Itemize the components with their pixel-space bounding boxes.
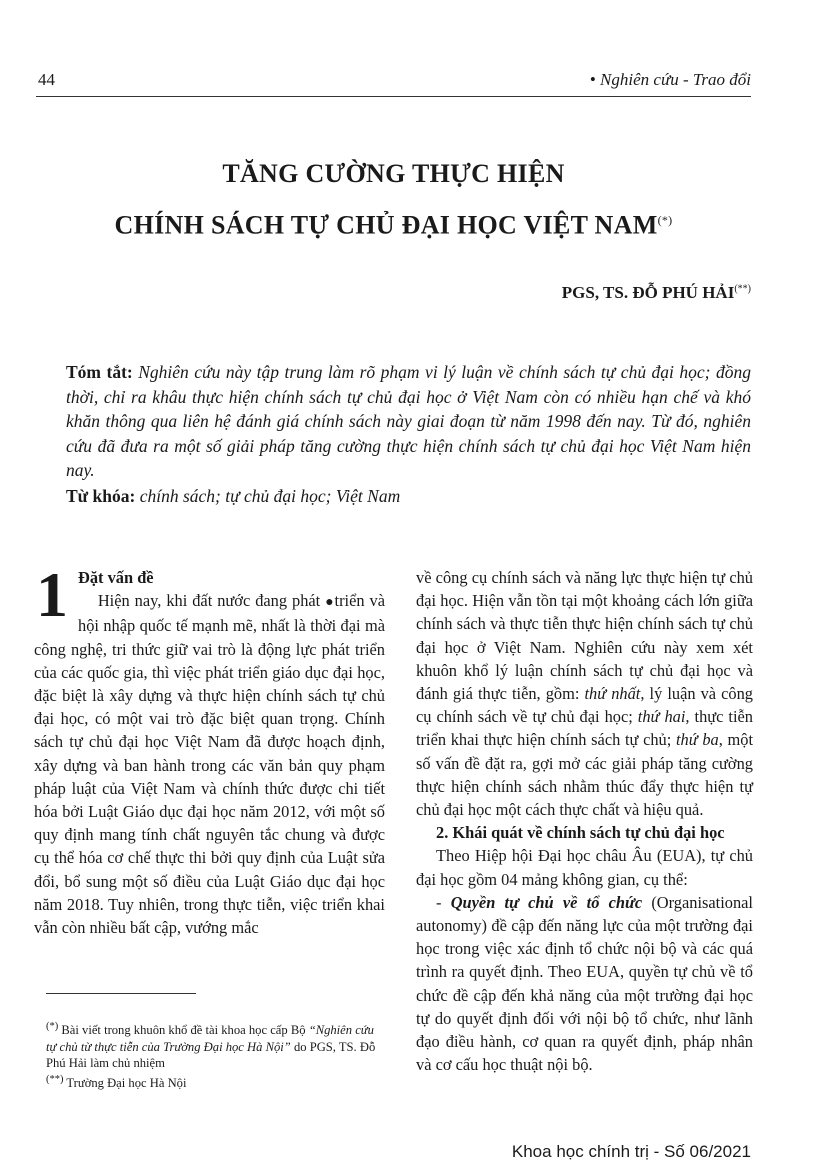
footnotes bbox=[46, 1019, 386, 1091]
keywords bbox=[66, 484, 751, 509]
journal-footer: Khoa học chính trị - Số 06/2021 bbox=[511, 1142, 751, 1161]
footnote-2-mark: (**) bbox=[46, 1073, 64, 1085]
column-right bbox=[416, 566, 753, 1076]
footnote-1-text-b: do PGS, TS. Đỗ Phú Hải làm chủ nhiệm bbox=[46, 1039, 376, 1071]
item-dash: - bbox=[436, 892, 451, 912]
continued-text-d: , một số vấn đề đặt ra, gợi mở các giải pháp tăng cường thực hiện chính sách nhằm thúc đẩy thực hiện tự chủ đại học một cách thực chất và hiệu quả. bbox=[416, 730, 754, 820]
header-rule bbox=[36, 96, 751, 97]
abstract-paragraph bbox=[66, 360, 751, 483]
enum-second: thứ hai, bbox=[637, 707, 690, 727]
continued-paragraph bbox=[416, 566, 753, 821]
running-head bbox=[590, 70, 751, 90]
continued-text-c: thực tiễn triển khai thực hiện chính sách tự chủ; bbox=[416, 707, 753, 750]
enum-third: thứ ba bbox=[675, 730, 719, 750]
section-2-item bbox=[416, 891, 753, 1077]
page-number: 44 bbox=[38, 70, 55, 89]
item-term: Quyền tự chủ về tổ chức bbox=[450, 892, 643, 912]
drop-cap: 1 bbox=[36, 559, 68, 630]
running-head-text: Nghiên cứu - Trao đổi bbox=[600, 70, 751, 89]
footnote-1-title: “Nghiên cứu tự chủ từ thực tiễn của Trường Đại học Hà Nội” bbox=[46, 1023, 374, 1054]
section-1-paragraph bbox=[34, 589, 385, 939]
section-1-text: triển và hội nhập quốc tế mạnh mẽ, nhất là thời đại mà công nghệ, tri thức giữ vai trò là động lực phát triển của các quốc gia, thì việc phát triển giáo dục đại học, đặc biệt là xây dựng và thực hiện chính sách tự chủ đại học, có một vai trò đặc biệt quan trọng. Chính sách tự chủ đại học Việt Nam đã được hoạch định, xây dựng và ban hành trong các văn bản quy phạm pháp luật của Việt Nam và chính thức được chi tiết hóa bởi Luật Giáo dục đại học năm 2012, với một số quy định mang tính chất nguyên tắc chung và được cụ thể hóa cơ chế thực thi bởi quy định của Luật sửa đổi, bổ sung một số điều của Luật Giáo dục đại học năm 2018. Tuy nhiên, trong thực tiễn, việc triển khai vẫn còn nhiều bất cập, vướng mắc bbox=[34, 591, 385, 938]
section-2-paragraph: Theo Hiệp hội Đại học châu Âu (EUA), tự chủ đại học gồm 04 mảng không gian, cụ thể: bbox=[416, 846, 753, 889]
title-note-mark: (*) bbox=[657, 213, 673, 227]
abstract-label: Tóm tắt: bbox=[66, 362, 133, 382]
keywords-label: Từ khóa: bbox=[66, 485, 136, 506]
keywords-text: chính sách; tự chủ đại học; Việt Nam bbox=[139, 485, 401, 506]
continued-text-b: , lý luận và công cụ chính sách về tự chủ đại học; bbox=[416, 684, 753, 727]
title-line-2-text: CHÍNH SÁCH TỰ CHỦ ĐẠI HỌC VIỆT NAM bbox=[114, 210, 658, 240]
section-1-heading: Đặt vấn đề bbox=[78, 568, 154, 587]
title-line-1: TĂNG CƯỜNG THỰC HIỆN bbox=[222, 159, 565, 188]
item-text: (Organisational autonomy) đề cập đến năng lực của một trường đại học trong việc xác định tổ chức nội bộ và các quá trình ra quyết định. Theo EUA, quyền tự chủ về tổ chức đề cập đến khả năng của một trường đại học tự do quyết định đối với nội bộ tổ chức, như lãnh đạo điều hành, cơ quan ra quyết định, pháp nhân và cơ cấu học thuật nội bộ. bbox=[416, 892, 753, 1075]
footnote-1-mark: (*) bbox=[46, 1021, 59, 1032]
footnote-1-text-a: Bài viết trong khuôn khổ đề tài khoa học cấp Bộ bbox=[58, 1023, 309, 1038]
author-line bbox=[562, 283, 751, 303]
running-head-bullet: • bbox=[589, 70, 596, 89]
article-title bbox=[36, 150, 751, 249]
section-1-start: Hiện nay, khi đất nước đang phát bbox=[97, 591, 326, 611]
abstract-text: Nghiên cứu này tập trung làm rõ phạm vi lý luận về chính sách tự chủ đại học; đồng thời, chỉ ra khâu thực hiện chính sách tự chủ đại học ở Việt Nam còn có nhiều hạn chế và khó khăn thông qua liên hệ đánh giá chính sách này giai đoạn từ năm 1998 đến nay. Từ đó, nghiên cứu đã đưa ra một số giải pháp tăng cường thực hiện chính sách tự chủ đại học Việt Nam hiện nay. bbox=[66, 362, 752, 480]
author-name: PGS, TS. ĐỖ PHÚ HẢI bbox=[561, 283, 735, 302]
column-left bbox=[34, 559, 385, 939]
footnote-2 bbox=[46, 1072, 386, 1092]
dot-icon: ● bbox=[325, 595, 335, 611]
enum-first: thứ nhất bbox=[584, 684, 641, 704]
footnote-2-text: Trường Đại học Hà Nội bbox=[63, 1075, 187, 1090]
footnote-rule bbox=[46, 993, 196, 994]
continued-text-a: về công cụ chính sách và năng lực thực hiện tự chủ đại học. Hiện vẫn tồn tại một khoảng cách lớn giữa chính sách và thực tiễn thực hiện chính sách tự chủ đại học ở Việt Nam. Nghiên cứu này xem xét khuôn khổ lý luận chính sách tự chủ đại học và đánh giá thực tiễn, gồm: bbox=[416, 568, 753, 704]
abstract bbox=[66, 360, 751, 508]
author-note-mark: (**) bbox=[734, 283, 751, 295]
title-line-2 bbox=[36, 197, 751, 249]
footnote-1 bbox=[46, 1019, 386, 1072]
section-2-heading: 2. Khái quát về chính sách tự chủ đại học bbox=[436, 823, 725, 843]
